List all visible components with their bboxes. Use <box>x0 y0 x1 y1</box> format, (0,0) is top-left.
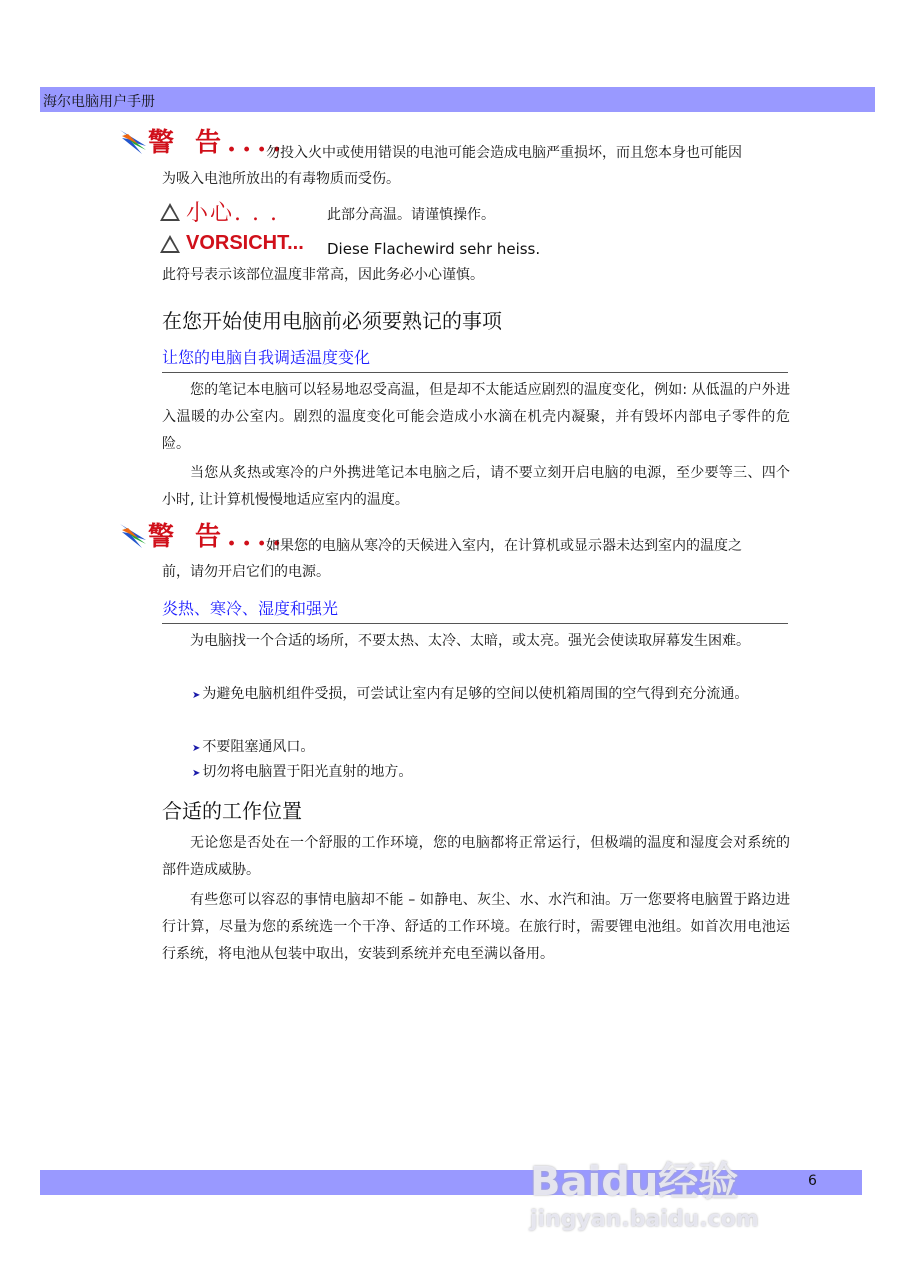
baidu-watermark <box>530 1150 759 1232</box>
paragraph: 无论您是否处在一个舒服的工作环境，您的电脑都将正常运行，但极端的温度和湿度会对系统的部件造成威胁。 <box>162 835 790 878</box>
warning-label: 警 告.... <box>148 128 288 158</box>
watermark-brand: Baidu经验 <box>530 1159 739 1205</box>
warning-logo <box>118 516 287 553</box>
hot-surface-icon <box>160 235 180 253</box>
warning-text: 为吸入电池所放出的有毒物质而受伤。 <box>162 171 400 187</box>
warning-logo <box>118 122 287 159</box>
caution-logo <box>160 196 279 227</box>
watermark-url: jingyan.baidu.com <box>530 1207 759 1232</box>
header-bar <box>40 87 875 112</box>
vorsicht-label: VORSICHT... <box>186 232 304 254</box>
arrow-bullet-icon: ➤ <box>192 690 201 701</box>
page-number: 6 <box>808 1173 817 1189</box>
bullet-item <box>192 734 782 762</box>
paragraph: 有些您可以容忍的事情电脑却不能 – 如静电、灰尘、水、水汽和油。万一您要将电脑置于路边进行计算，尽量为您的系统选一个干净、舒适的工作环境。在旅行时，需要锂电池组。如首次用电池运行系统，将电池从包装中取出，安装到系统并充电至满以备用。 <box>162 892 790 962</box>
caution-text: 此部分高温。请谨慎操作。 <box>327 207 495 223</box>
paragraph: 为电脑找一个合适的场所，不要太热、太冷、太暗，或太亮。强光会使读取屏幕发生困难。 <box>190 633 750 649</box>
warning-text: 前，请勿开启它们的电源。 <box>162 564 330 580</box>
header-title: 海尔电脑用户手册 <box>43 94 155 110</box>
subsection-heading: 让您的电脑自我调适温度变化 <box>162 345 788 373</box>
warning-label: 警 告.... <box>148 522 288 552</box>
vorsicht-logo <box>160 232 304 255</box>
paragraph: 当您从炙热或寒冷的户外携进笔记本电脑之后，请不要立刻开启电脑的电源，至少要等三、四个小时, 让计算机慢慢地适应室内的温度。 <box>162 465 790 508</box>
bullet-text: 不要阻塞通风口。 <box>202 739 315 755</box>
hot-surface-icon <box>160 203 180 221</box>
bullet-item <box>192 681 794 709</box>
subsection-heading: 炎热、寒冷、湿度和强光 <box>162 596 788 624</box>
section-heading: 在您开始使用电脑前必须要熟记的事项 <box>162 309 502 333</box>
warning-text: 勿投入火中或使用错误的电池可能会造成电脑严重损坏，而且您本身也可能因 <box>266 145 742 161</box>
paragraph: 您的笔记本电脑可以轻易地忍受高温，但是却不太能适应剧烈的温度变化，例如: 从低温的户外进入温暖的办公室内。剧烈的温度变化可能会造成小水滴在机壳内凝聚，并有毁坏内部电子零件的危险。 <box>162 382 790 452</box>
arrow-bullet-icon: ➤ <box>192 768 201 779</box>
bullet-item <box>192 759 782 787</box>
bullet-text: 切勿将电脑置于阳光直射的地方。 <box>202 764 413 780</box>
section-heading: 合适的工作位置 <box>162 799 302 823</box>
symbol-note: 此符号表示该部位温度非常高，因此务必小心谨慎。 <box>162 267 484 283</box>
arrow-bullet-icon: ➤ <box>192 743 201 754</box>
warning-arrow-icon <box>118 520 148 550</box>
warning-text: 如果您的电脑从寒冷的天候进入室内，在计算机或显示器未达到室内的温度之 <box>266 538 742 554</box>
bullet-text: 为避免电脑机组件受损，可尝试让室内有足够的空间以使机箱周围的空气得到充分流通。 <box>202 686 749 702</box>
warning-arrow-icon <box>118 126 148 156</box>
caution-label: 小心. . . <box>186 201 279 226</box>
vorsicht-text: Diese Flachewird sehr heiss. <box>327 240 541 258</box>
